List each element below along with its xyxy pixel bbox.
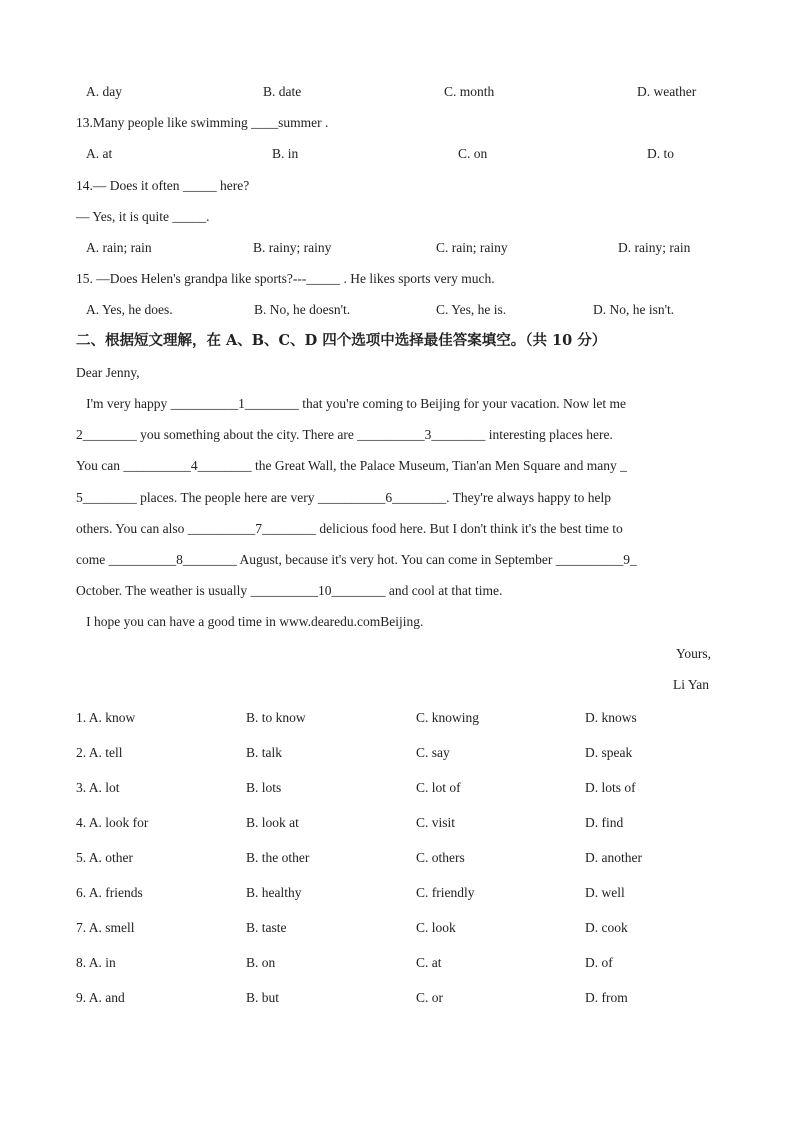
option-b: B. in — [272, 146, 299, 161]
q14-reply: — Yes, it is quite _____. — [76, 209, 210, 224]
option-d: D. weather — [637, 84, 697, 99]
letter-line: I hope you can have a good time in www.dearedu.comBeijing. — [76, 614, 424, 629]
choice-1-d: D. knows — [585, 710, 637, 725]
letter-line: You can __________4________ the Great Wall, the Palace Museum, Tian'an Men Square and many _ — [76, 458, 627, 473]
letter-signature: Li Yan — [673, 677, 710, 692]
choice-7-c: C. look — [416, 920, 456, 935]
option-c: C. Yes, he is. — [436, 302, 507, 317]
choice-7-a: 7. A. smell — [76, 920, 135, 935]
q14-stem: 14.— Does it often _____ here? — [76, 178, 250, 193]
choice-5-a: 5. A. other — [76, 850, 133, 865]
choice-3-c: C. lot of — [416, 780, 461, 795]
option-c: C. month — [444, 84, 495, 99]
choice-2-b: B. talk — [246, 745, 282, 760]
choice-9-b: B. but — [246, 990, 280, 1005]
letter-line: October. The weather is usually __________10________ and cool at that time. — [76, 583, 503, 598]
option-d: D. to — [647, 146, 674, 161]
option-c: C. rain; rainy — [436, 240, 508, 255]
choice-9-c: C. or — [416, 990, 443, 1005]
choice-5-b: B. the other — [246, 850, 310, 865]
option-d: D. No, he isn't. — [593, 302, 675, 317]
option-b: B. rainy; rainy — [253, 240, 332, 255]
choice-6-b: B. healthy — [246, 885, 302, 900]
letter-line: come __________8________ August, because it's very hot. You can come in September __________9_ — [76, 552, 637, 567]
choice-5-d: D. another — [585, 850, 642, 865]
choice-2-d: D. speak — [585, 745, 633, 760]
choice-4-a: 4. A. look for — [76, 815, 149, 830]
choice-1-a: 1. A. know — [76, 710, 136, 725]
choice-3-a: 3. A. lot — [76, 780, 120, 795]
letter-line: 5________ places. The people here are very __________6________. They're always happy to help — [76, 490, 612, 505]
letter-line: others. You can also __________7________ delicious food here. But I don't think it's the best time to — [76, 521, 623, 536]
option-d: D. rainy; rain — [618, 240, 691, 255]
letter-line: 2________ you something about the city. There are __________3________ interesting places here. — [76, 427, 613, 442]
letter-greeting: Dear Jenny, — [76, 365, 140, 380]
choice-6-c: C. friendly — [416, 885, 475, 900]
choice-6-a: 6. A. friends — [76, 885, 143, 900]
option-a: A. Yes, he does. — [86, 302, 173, 317]
option-b: B. No, he doesn't. — [254, 302, 351, 317]
letter-closing: Yours, — [676, 646, 712, 661]
choice-4-c: C. visit — [416, 815, 456, 830]
choice-2-a: 2. A. tell — [76, 745, 123, 760]
choice-1-b: B. to know — [246, 710, 306, 725]
choice-8-a: 8. A. in — [76, 955, 116, 970]
choice-7-d: D. cook — [585, 920, 628, 935]
choice-6-d: D. well — [585, 885, 625, 900]
choice-5-c: C. others — [416, 850, 465, 865]
choice-3-b: B. lots — [246, 780, 282, 795]
option-a: A. rain; rain — [86, 240, 152, 255]
choice-1-c: C. knowing — [416, 710, 480, 725]
letter-line: I'm very happy __________1________ that you're coming to Beijing for your vacation. Now let me — [76, 396, 627, 411]
q13-stem: 13.Many people like swimming ____summer . — [76, 115, 329, 130]
choice-9-d: D. from — [585, 990, 628, 1005]
section-heading: 二、根据短文理解，在 A、B、C、D 四个选项中选择最佳答案填空。（共 10 分） — [76, 332, 607, 349]
choice-4-d: D. find — [585, 815, 624, 830]
choice-8-c: C. at — [416, 955, 442, 970]
option-a: A. at — [86, 146, 113, 161]
choice-8-b: B. on — [246, 955, 276, 970]
q15-stem: 15. —Does Helen's grandpa like sports?---_____ . He likes sports very much. — [76, 271, 495, 286]
choice-2-c: C. say — [416, 745, 450, 760]
choice-8-d: D. of — [585, 955, 613, 970]
option-a: A. day — [86, 84, 122, 99]
choice-3-d: D. lots of — [585, 780, 636, 795]
choice-4-b: B. look at — [246, 815, 299, 830]
choice-9-a: 9. A. and — [76, 990, 125, 1005]
choice-7-b: B. taste — [246, 920, 287, 935]
option-b: B. date — [263, 84, 302, 99]
option-c: C. on — [458, 146, 488, 161]
